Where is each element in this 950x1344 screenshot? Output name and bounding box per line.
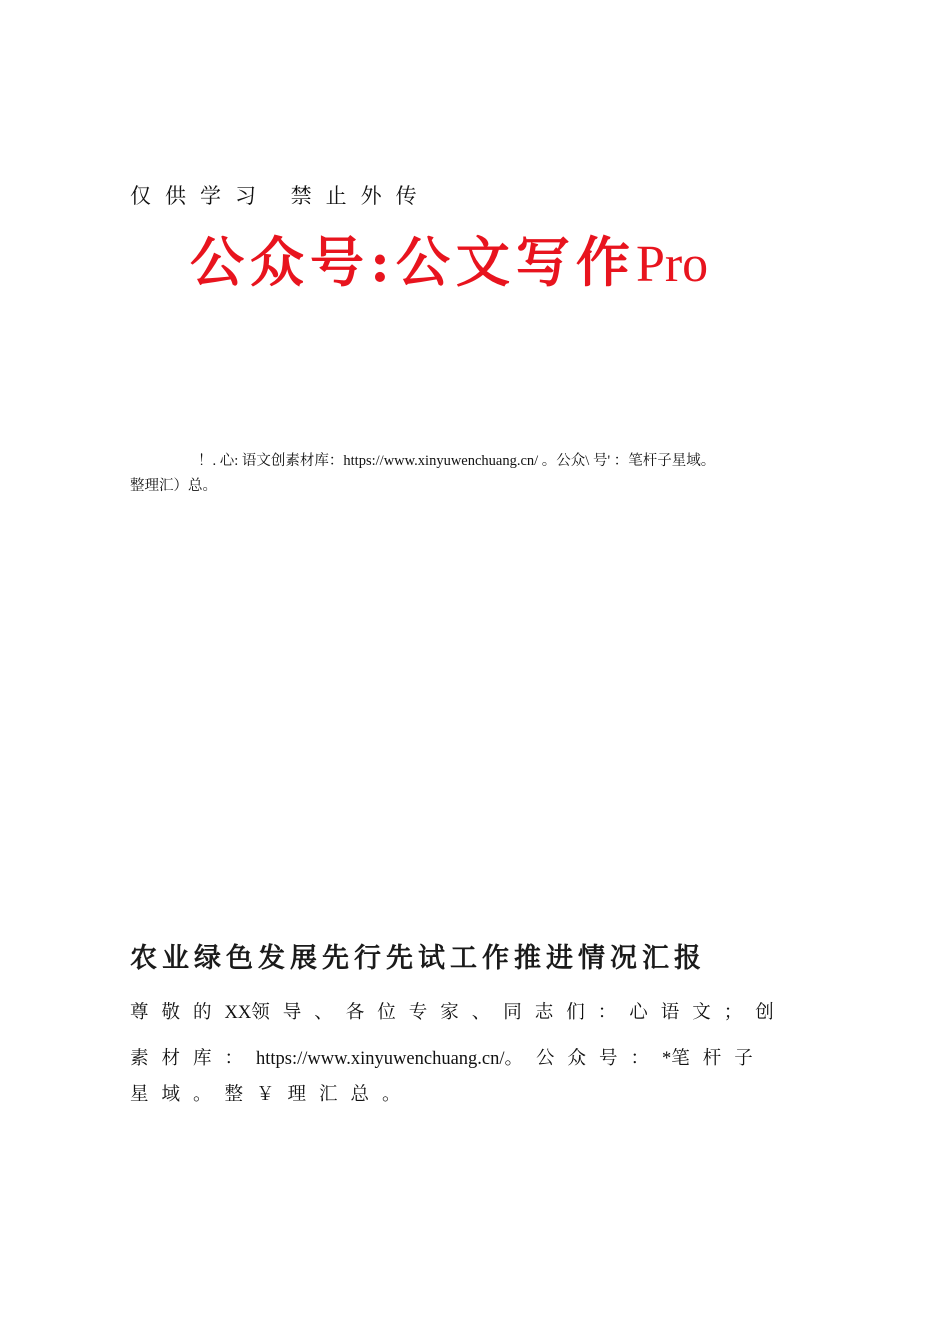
body-line-2 [130,1044,830,1080]
document-body [130,998,830,1110]
body-line-2-url: https://www.xinyuwenchuang.cn/ [256,1049,505,1069]
salutation-start: 尊敬的 [130,1002,225,1023]
salutation-end: 领导、各位专家、同志们：心语文；创 [251,1002,787,1023]
body-line-2-end: 笔杆子 [671,1048,766,1069]
body-line-2-start: 素材库： [130,1048,257,1069]
wechat-account-banner [190,226,708,301]
banner-main-text: 公众号:公文写作 [190,230,636,294]
body-line-1 [130,998,830,1044]
watermark-notice: 仅供学习 禁止外传 [130,184,431,208]
source-note-line-1: ！. 心: 语文创素材库：https://www.xinyuwenchuang.cn/ 。公众\ 号' ：笔杆子星域。 [198,453,716,469]
body-line-3: 星域。整￥理汇总。 [130,1084,414,1105]
body-line-2-asterisk: * [662,1049,672,1069]
source-note [130,449,860,499]
salutation-xx: XX [224,1003,252,1023]
banner-suffix-text: Pro [635,236,709,293]
source-note-line-2: 整理汇）总。 [130,478,217,494]
document-title: 农业绿色发展先行先试工作推进情况汇报 [130,943,706,974]
body-line-2-mid: 。公众号： [504,1048,663,1069]
